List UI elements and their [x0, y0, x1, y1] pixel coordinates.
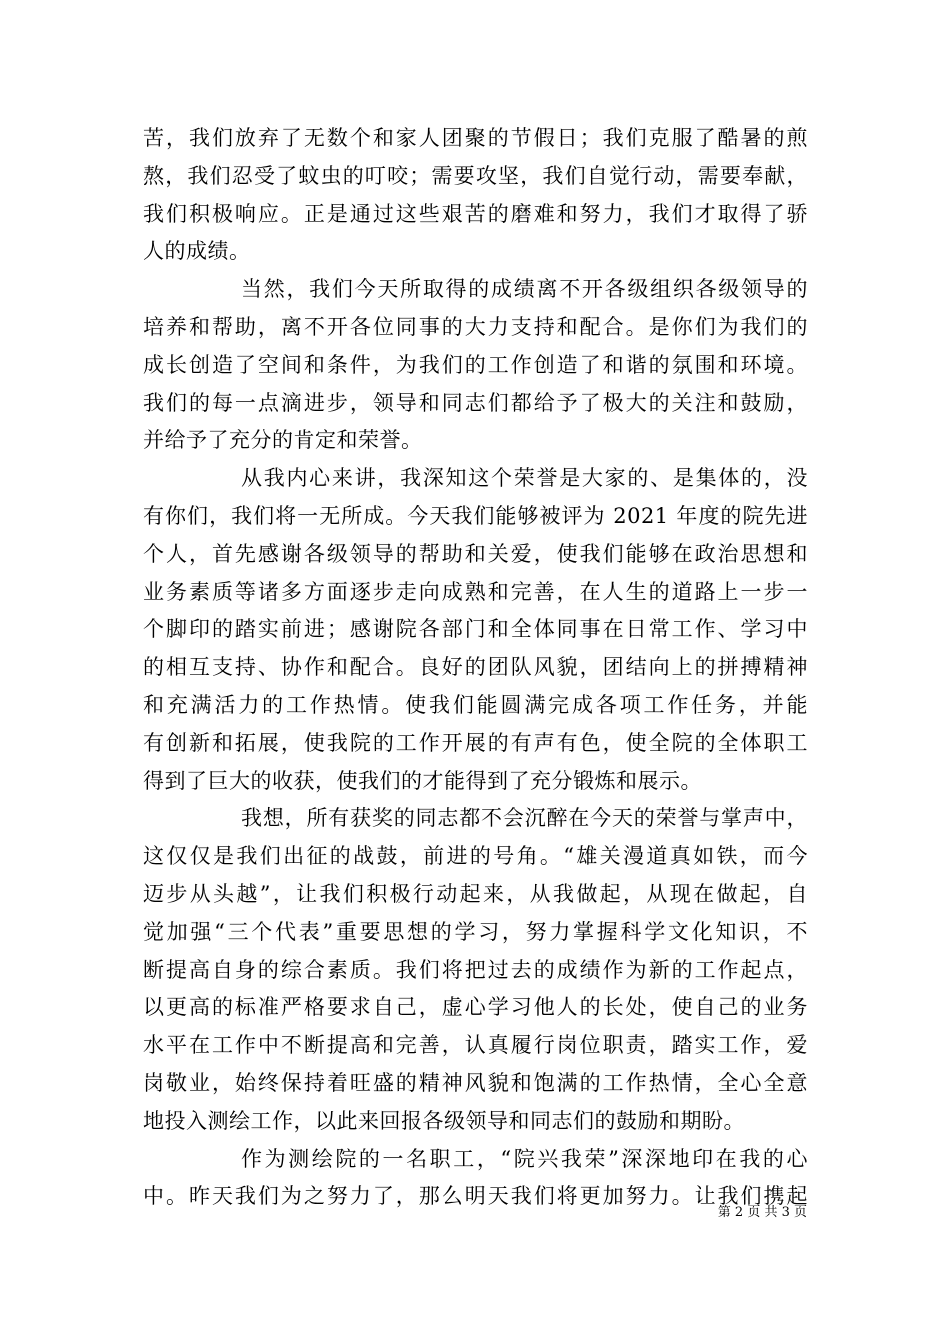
text-line: 个人，首先感谢各级领导的帮助和关爱，使我们能够在政治思想和 [143, 541, 808, 566]
text-line: 成长创造了空间和条件，为我们的工作创造了和谐的氛围和环境。 [143, 352, 808, 377]
text-line: 我想，所有获奖的同志都不会沉醉在今天的荣誉与掌声中， [241, 806, 808, 831]
text-line: 岗敬业，始终保持着旺盛的精神风貌和饱满的工作热情，全心全意 [143, 1070, 808, 1095]
text-line: 熬，我们忍受了蚊虫的叮咬；需要攻坚，我们自觉行动，需要奉献， [143, 163, 808, 188]
document-body [143, 120, 808, 1216]
text-line: 业务素质等诸多方面逐步走向成熟和完善，在人生的道路上一步一 [143, 579, 808, 604]
text-line: 水平在工作中不断提高和完善，认真履行岗位职责，踏实工作，爱 [143, 1033, 808, 1058]
text-line: 培养和帮助，离不开各位同事的大力支持和配合。是你们为我们的 [143, 314, 808, 339]
text-line: 有你们，我们将一无所成。今天我们能够被评为 2021 年度的院先进 [143, 503, 808, 528]
text-line: 作为测绘院的一名职工，“院兴我荣”深深地印在我的心 [241, 1146, 808, 1171]
text-line: 地投入测绘工作，以此来回报各级领导和同志们的鼓励和期盼。 [143, 1108, 745, 1133]
text-line: 有创新和拓展，使我院的工作开展的有声有色，使全院的全体职工 [143, 730, 808, 755]
text-line: 觉加强“三个代表”重要思想的学习，努力掌握科学文化知识，不 [143, 919, 808, 944]
text-line: 中。昨天我们为之努力了，那么明天我们将更加努力。让我们携起 [143, 1184, 808, 1209]
text-line: 迈步从头越”，让我们积极行动起来，从我做起，从现在做起，自 [143, 881, 808, 906]
text-line: 得到了巨大的收获，使我们的才能得到了充分锻炼和展示。 [143, 768, 702, 793]
text-line: 以更高的标准严格要求自己，虚心学习他人的长处，使自己的业务 [143, 995, 808, 1020]
page-number-footer: 第 2 页 共 3 页 [717, 1205, 807, 1220]
text-line: 苦，我们放弃了无数个和家人团聚的节假日；我们克服了酷暑的煎 [143, 126, 808, 150]
text-line: 我们积极响应。正是通过这些艰苦的磨难和努力，我们才取得了骄 [143, 201, 808, 226]
text-line: 我们的每一点滴进步，领导和同志们都给予了极大的关注和鼓励， [143, 390, 808, 415]
text-line: 断提高自身的综合素质。我们将把过去的成绩作为新的工作起点， [143, 957, 808, 982]
text-line: 从我内心来讲，我深知这个荣誉是大家的、是集体的，没 [241, 466, 808, 491]
text-line: 当然，我们今天所取得的成绩离不开各级组织各级领导的 [241, 277, 808, 302]
text-line: 个脚印的踏实前进；感谢院各部门和全体同事在日常工作、学习中 [143, 617, 808, 642]
text-line: 并给予了充分的肯定和荣誉。 [143, 428, 423, 453]
text-line: 和充满活力的工作热情。使我们能圆满完成各项工作任务，并能 [143, 692, 808, 717]
text-line: 这仅仅是我们出征的战鼓，前进的号角。“雄关漫道真如铁，而今 [143, 844, 808, 869]
text-line: 人的成绩。 [143, 239, 251, 264]
text-line: 的相互支持、协作和配合。良好的团队风貌，团结向上的拼搏精神 [143, 655, 808, 680]
